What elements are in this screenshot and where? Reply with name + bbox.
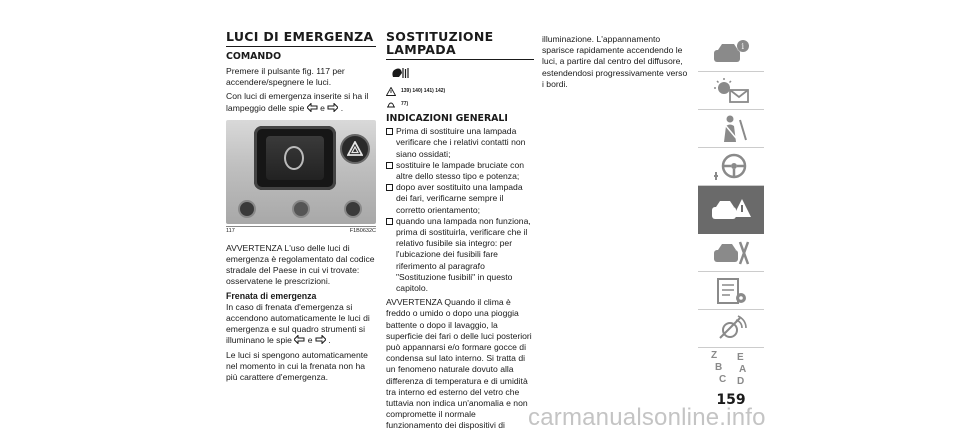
tab-multimedia[interactable] [698, 310, 764, 348]
hazard-triangle-icon [347, 141, 363, 157]
paragraph: illuminazione. L'appannamento sparisce rapidamente accendendo le luci, a partire dal centro del diffusore, estendendosi progressivamente verso i bordi. [542, 34, 688, 89]
section-subtitle: INDICAZIONI GENERALI [386, 113, 508, 125]
emergency-car-icon [708, 193, 754, 227]
subheading: Frenata di emergenza [226, 290, 317, 301]
paragraph: In caso di frenata d'emergenza si accendono automaticamente le luci di emergenza e sul quadro strumenti si illuminano le spie e . [226, 301, 370, 346]
warning-triangle-icon [386, 87, 396, 96]
column-luci-di-emergenza [226, 30, 376, 386]
section-subtitle: COMANDO [226, 51, 282, 62]
figure-hazard-button-photo [226, 120, 376, 224]
figure-caption [226, 226, 376, 235]
document-gear-icon [710, 276, 752, 306]
svg-text:i: i [741, 41, 745, 51]
tab-index[interactable] [698, 348, 764, 392]
paragraph: Le luci si spengono automaticamente nel momento in cui la frenata non ha più carattere d'emergenza. [226, 349, 368, 383]
figure-code: F1B0632C [349, 227, 376, 234]
checkbox-bullet-icon [386, 184, 393, 191]
caution-reference: 77) [386, 100, 534, 109]
dial-knob [238, 200, 256, 218]
brand-logo [284, 146, 304, 170]
infotainment-screen [254, 126, 336, 190]
checkbox-bullet-icon [386, 218, 393, 225]
bulb-icon [390, 65, 412, 81]
index-letters: Z E B A C D [711, 350, 747, 387]
turn-right-indicator-icon [315, 335, 326, 344]
tab-maintenance[interactable] [698, 234, 764, 272]
chapter-sidebar [698, 34, 764, 390]
tab-lights[interactable] [698, 72, 764, 110]
tab-technical-data[interactable] [698, 272, 764, 310]
paragraph-avvertenza: AVVERTENZA L'uso delle luci di emergenza è regolamentato dal codice stradale del Paese in cui vi trovate: osservatene le prescrizioni. [226, 242, 375, 287]
paragraph-avvertenza: AVVERTENZA Quando il clima è freddo o umido o dopo una pioggia battente o dopo il lavaggio, la superficie dei fari o delle luci posteriori può appannarsi e/o formare gocce di condensa sul lato interno. Si tratta di un fenomeno naturale dovuto alla differenza di temperatura e di umidità tra interno ed esterno del vetro che tuttavia non indica un'anomalia e non compromette il normale funzionamento dei dispositivi di [386, 297, 532, 431]
tab-safety[interactable] [698, 110, 764, 148]
caution-hand-icon [386, 100, 396, 109]
section-title: LUCI DI EMERGENZA [226, 30, 376, 47]
list-item: sostituire le lampade bruciate con altre dello stesso tipo e potenza; [386, 160, 534, 182]
paragraph: Premere il pulsante fig. 117 per accendere/spegnere le luci. [226, 66, 345, 88]
checkbox-bullet-icon [386, 128, 393, 135]
light-mail-icon [710, 76, 752, 106]
list-item: dopo aver sostituito una lampada dei fari, verificarne sempre il corretto orientamento; [386, 182, 534, 216]
steering-wheel-icon [710, 152, 752, 182]
tab-driving[interactable] [698, 148, 764, 186]
column-continuation [542, 34, 688, 93]
section-title: SOSTITUZIONE LAMPADA [386, 30, 534, 60]
checkbox-bullet-icon [386, 162, 393, 169]
warning-reference: 139) 140) 141) 142) [386, 87, 534, 96]
figure-number: 117 [226, 227, 235, 234]
multimedia-icon [710, 314, 752, 344]
tab-emergency[interactable] [698, 186, 764, 234]
tab-dashboard[interactable] [698, 34, 764, 72]
seatbelt-icon [710, 114, 752, 144]
column-sostituzione-lampada [386, 30, 534, 432]
center-knob [292, 200, 310, 218]
dial-knob [344, 200, 362, 218]
car-tools-icon [710, 238, 752, 268]
watermark-text: carmanualsonline.info [528, 404, 766, 431]
page-number: 159 [716, 392, 746, 408]
hazard-button [340, 134, 370, 164]
turn-left-indicator-icon [307, 103, 318, 112]
turn-left-indicator-icon [294, 335, 305, 344]
list-item: Prima di sostituire una lampada verificare che i relativi contatti non siano ossidati; [386, 126, 534, 160]
list-item: quando una lampada non funziona, prima di sostituirla, verificare che il relativo fusibile sia integro: per l'ubicazione dei fusibili fare riferimento al paragrafo "Sostituzione fusibili" in questo capitolo. [386, 216, 534, 294]
turn-right-indicator-icon [327, 103, 338, 112]
car-info-icon [710, 38, 752, 68]
paragraph: Con luci di emergenza inserite si ha il lampeggio delle spie e . [226, 91, 369, 113]
